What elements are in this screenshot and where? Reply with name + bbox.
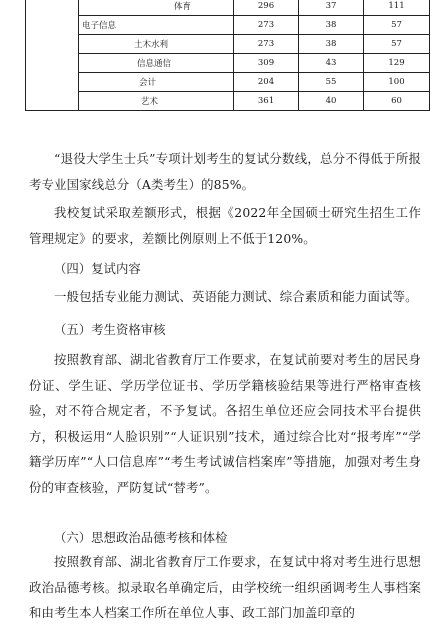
- table-row: [26, 54, 430, 73]
- score-cell: 296: [234, 0, 299, 16]
- paragraph-veteran-cutoff: “退役大学生士兵”专项计划考生的复试分数线，总分不得低于所报考专业国家线总分（A类考生）的85%。: [29, 151, 421, 192]
- score-table: [25, 0, 430, 111]
- single-a-cell: 40: [299, 92, 364, 111]
- paragraph-differential-ratio: 我校复试采取差额形式，根据《2022年全国硕士研究生招生工作管理规定》的要求，差额比例原则上不低于120%。: [29, 205, 421, 246]
- section-heading-qualification-review: （五）考生资格审核: [54, 322, 166, 337]
- category-cell: 电子信息: [79, 16, 234, 35]
- single-b-cell: 100: [364, 73, 430, 92]
- score-cell: 361: [234, 92, 299, 111]
- category-cell: 艺术: [79, 92, 234, 111]
- score-cell: 273: [234, 16, 299, 35]
- table-row: [26, 35, 430, 54]
- single-b-cell: 57: [364, 35, 430, 54]
- table-row: [26, 16, 430, 35]
- single-b-cell: 60: [364, 92, 430, 111]
- single-a-cell: 38: [299, 16, 364, 35]
- category-cell: 体育: [79, 0, 234, 16]
- category-cell: 会计: [79, 73, 234, 92]
- section-heading-retest-content: （四）复试内容: [54, 261, 141, 276]
- table-row: [26, 92, 430, 111]
- section-heading-political-review: （六）思想政治品德考核和体检: [54, 530, 228, 545]
- score-cell: 309: [234, 54, 299, 73]
- table-row: [26, 0, 430, 16]
- paragraph-qualification-review: 按照教育部、湖北省教育厅工作要求，在复试前要对考生的居民身份证、学生证、学历学位证书、学历学籍核验结果等进行严格审查核验，对不符合规定者，不予复试。各招生单位还应会同技术平台提供方，积极运用“人脸识别”“人证识别”技术，通过综合比对“报考库”“学籍学历库”“人口信息库”“考生考试诚信档案库”等措施，加强对考生身份的审查核验，严防复试“替考”。: [29, 352, 421, 495]
- table-row: [26, 73, 430, 92]
- merged-cell: [26, 0, 79, 111]
- single-b-cell: 129: [364, 54, 430, 73]
- single-a-cell: 38: [299, 35, 364, 54]
- single-a-cell: 55: [299, 73, 364, 92]
- category-cell: 信息通信: [79, 54, 234, 73]
- single-b-cell: 111: [364, 0, 430, 16]
- score-cell: 204: [234, 73, 299, 92]
- paragraph-retest-content: 一般包括专业能力测试、英语能力测试、综合素质和能力面试等。: [54, 289, 418, 304]
- single-a-cell: 37: [299, 0, 364, 16]
- category-cell: 土木水利: [79, 35, 234, 54]
- paragraph-political-review: 按照教育部、湖北省教育厅工作要求，在复试中将对考生进行思想政治品德考核。拟录取名单确定后，由学校统一组织函调考生人事档案和由考生本人档案工作所在单位人事、政工部门加盖印章的: [29, 554, 421, 620]
- single-a-cell: 43: [299, 54, 364, 73]
- single-b-cell: 57: [364, 16, 430, 35]
- score-cell: 273: [234, 35, 299, 54]
